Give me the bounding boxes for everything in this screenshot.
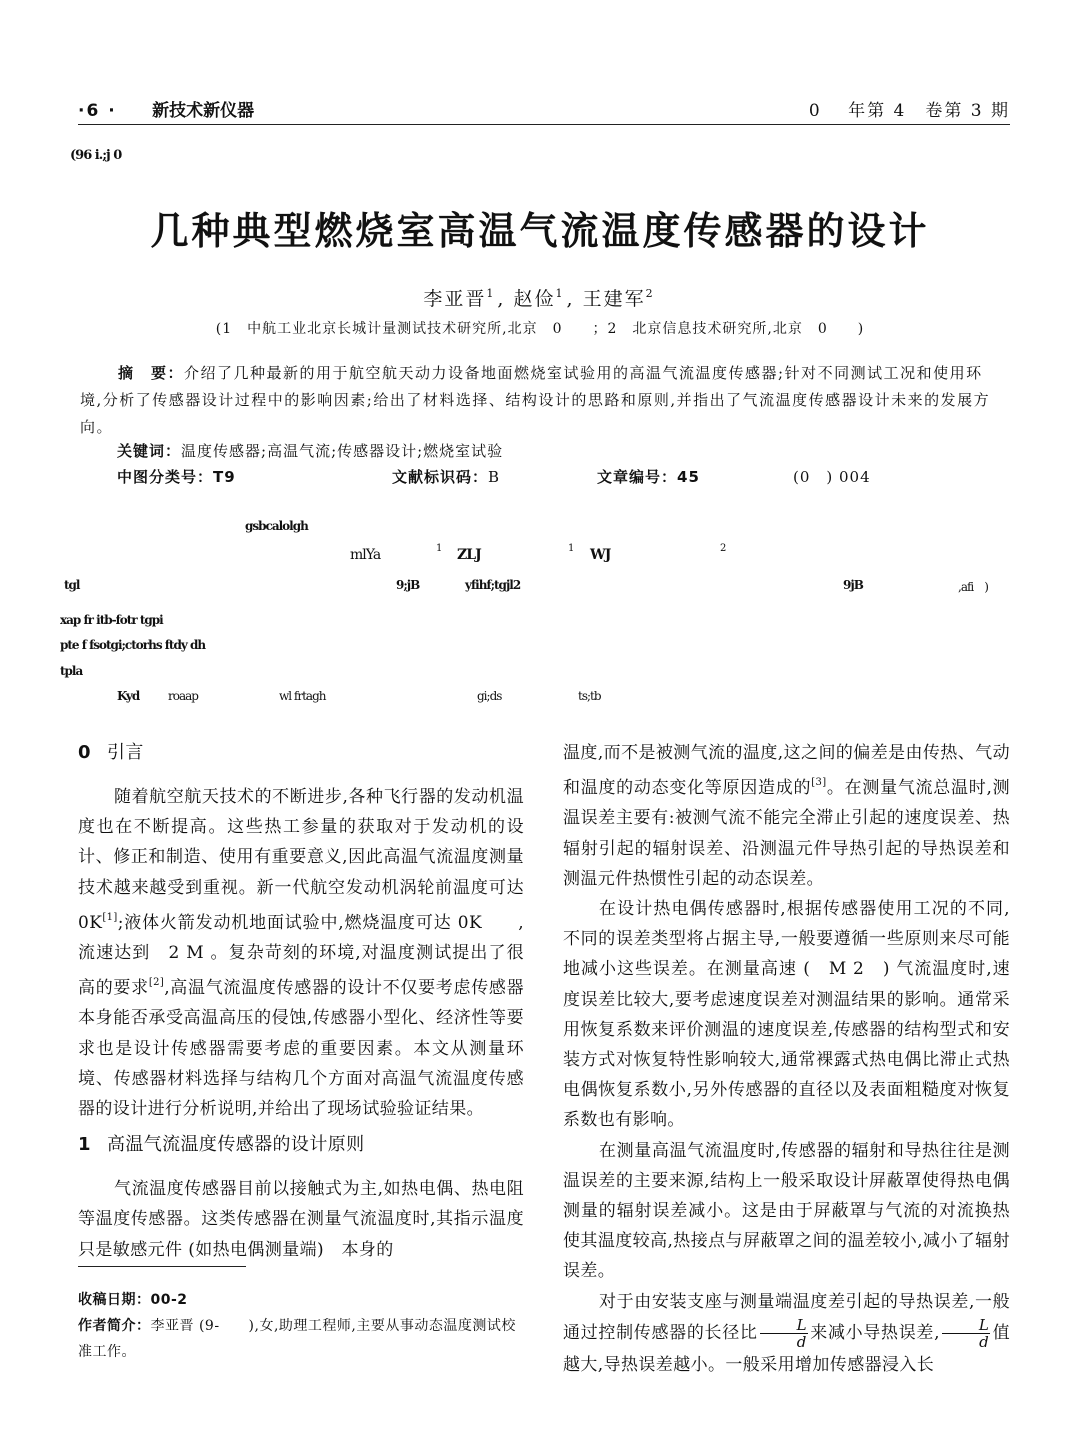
english-affil-d: 9jB — [843, 578, 863, 592]
author-affil-mark: 1 — [555, 287, 565, 300]
section-heading-0 — [78, 738, 524, 782]
received-date — [78, 1287, 524, 1313]
abstract-label: 摘 要： — [118, 364, 185, 382]
author-separator: , — [566, 288, 575, 310]
page-number: ·6 · — [78, 101, 117, 121]
body-left-column — [78, 738, 524, 1265]
author-name: 李亚晋 — [423, 288, 487, 310]
section-title: 高温气流温度传感器的设计原则 — [106, 1134, 365, 1156]
english-keyword: gi;ds — [477, 689, 502, 703]
text-run: 随着航空航天技术的不断进步,各种飞行器的发动机温度也在不断提高。这些热工参量的获取对于发动机的设计、修正和制造、使用有重要意义,因此高温气流温度测量技术越来越受到重视。新一代航空发动机涡轮前温度可达 0K — [78, 787, 524, 933]
section-number: 0 — [78, 742, 91, 763]
english-author-sup: 1 — [568, 543, 575, 554]
author-affil-mark: 1 — [486, 287, 496, 300]
english-affil-e: ,afi ) — [958, 580, 988, 594]
section-number: 1 — [78, 1134, 91, 1156]
english-title: gsbcalolgh — [245, 519, 308, 533]
english-author-2: ZLJ — [457, 547, 481, 563]
text-run: 。在测量气流总温时,测温误差主要有:被测气流不能完全滞止引起的速度误差、热辐射引起的辐射误差、沿测温元件导热引起的导热误差和测温元件热惯性引起的动态误差。 — [563, 778, 1010, 889]
english-abstract-line-3: tpla — [60, 664, 83, 678]
doi-code: (96 i.;j 0 — [70, 148, 122, 163]
author-name: 赵俭 — [513, 288, 556, 310]
english-keywords-label: Kyd — [117, 689, 140, 703]
article-number — [597, 466, 700, 487]
art-value: 45 — [677, 468, 700, 486]
fraction-denominator: d — [979, 1332, 990, 1351]
paragraph-intro — [78, 782, 524, 1124]
clc-label: 中图分类号： — [117, 468, 214, 486]
english-affil-a: tgl — [64, 578, 80, 592]
issue-info: 0 年第 4 卷第 3 期 — [808, 101, 1010, 121]
keywords-label: 关键词： — [117, 442, 182, 460]
english-affil-b: 9;jB — [396, 578, 420, 592]
running-header — [78, 96, 1010, 125]
fraction-l-over-d — [760, 1317, 808, 1350]
english-abstract-line-2: pte f fsotgi;ctorhs ftdy dh — [60, 638, 206, 652]
author-bio — [78, 1313, 524, 1365]
magazine-section: 新技术新仪器 — [152, 101, 255, 121]
footnote-divider — [78, 1266, 246, 1267]
footnote — [78, 1287, 524, 1365]
keywords — [117, 440, 503, 461]
doc-value: B — [488, 468, 501, 486]
citation: [1] — [102, 911, 118, 923]
text-run: ;液体火箭发动机地面试验中,燃烧温度可达 0K ,流速达到 2 M 。复杂苛刻的环境,对温度测试提出了很高的要求 — [78, 912, 524, 999]
english-abstract-line-1: xap fr itb-fotr tgpi — [60, 613, 163, 627]
affiliations: (1 中航工业北京长城计量测试技术研究所,北京 0 ；2 北京信息技术研究所,北京 0 ) — [215, 321, 865, 337]
art-label: 文章编号： — [597, 468, 678, 486]
author-name: 王建军 — [582, 288, 646, 310]
paragraph-velocity-error: 在设计热电偶传感器时,根据传感器使用工况的不同,不同的误差类型将占据主导,一般要遵循一些原则来尽可能地减小这些误差。在测量高速 ( M 2 ) 气流温度时,速度误差比较大,要考虑速度误差对测温结果的影响。通常采用恢复系数来评价测温的速度误差,传感器的结构型式和安装方式对恢复特性影响较大,通常裸露式热电偶比滞止式热电偶恢复系数小,另外传感器的直径以及表面粗糙度对恢复系数也有影响。 — [563, 899, 1010, 1131]
fraction-denominator: d — [796, 1332, 807, 1351]
fraction-l-over-d — [942, 1317, 990, 1350]
english-author-sup: 2 — [720, 543, 727, 554]
document-code — [392, 466, 500, 487]
abstract-text: 介绍了几种最新的用于航空航天动力设备地面燃烧室试验用的高温气流温度传感器;针对不同测试工况和使用环境,分析了传感器设计过程中的影响因素;给出了材料选择、结构设计的思路和原则,并指出了气流温度传感器设计未来的发展方向。 — [80, 364, 991, 436]
received-value: 00-2 — [150, 1292, 188, 1308]
text-run: ,高温气流温度传感器的设计不仅要考虑传感器本身能否承受高温高压的侵蚀,传感器小型化、经济性等要求也是设计传感器需要考虑的重要因素。本文从测量环境、传感器材料选择与结构几个方面对高温气流温度传感器的设计进行分析说明,并给出了现场试验验证结果。 — [78, 978, 524, 1120]
text-run: 值越大,导热误差越小。一般采用增加传感器浸入长 — [563, 1322, 1010, 1375]
citation: [2] — [148, 977, 165, 989]
paragraph-error-types — [563, 738, 1010, 894]
english-keyword: wl frtagh — [279, 689, 326, 703]
citation: [3] — [811, 777, 827, 789]
bio-text: 李亚晋 (9- ),女,助理工程师,主要从事动态温度测试校准工作。 — [78, 1318, 516, 1360]
author-list — [0, 284, 1080, 311]
abstract — [80, 360, 1005, 441]
fraction-numerator: L — [760, 1317, 808, 1334]
text-run: 温度,而不是被测气流的温度,这之间的偏差是由传热、气动和温度的动态变化等原因造成的 — [563, 743, 1010, 799]
clc-number — [117, 466, 236, 487]
bio-label: 作者简介： — [78, 1318, 151, 1334]
keywords-text: 温度传感器;高温气流;传感器设计;燃烧室试验 — [181, 442, 504, 460]
text-run: 来减小导热误差, — [809, 1322, 940, 1343]
paper-title: 几种典型燃烧室高温气流温度传感器的设计 — [150, 209, 930, 253]
english-author-1: mlYa — [350, 547, 381, 563]
body-right-column — [563, 738, 1010, 1380]
author-separator: , — [497, 288, 506, 310]
text-run: 对于由安装支座与测量端温度差引起的导热误差,一般通过控制传感器的长径比 — [563, 1291, 1010, 1343]
section-title: 引言 — [106, 742, 144, 763]
english-author-sup: 1 — [436, 543, 443, 554]
header-left — [78, 96, 254, 121]
english-keyword: roaap — [168, 689, 198, 703]
paragraph-design-principle: 气流温度传感器目前以接触式为主,如热电偶、热电阻等温度传感器。这类传感器在测量气流温度时,其指示温度只是敏感元件 (如热电偶测量端) 本身的 — [78, 1179, 524, 1260]
received-label: 收稿日期： — [78, 1292, 151, 1308]
author-affil-mark: 2 — [645, 287, 655, 300]
section-heading-1 — [78, 1130, 524, 1174]
english-affil-c: yfihf;tgjl2 — [465, 578, 521, 592]
clc-value: T9 — [213, 468, 236, 486]
paragraph-conduction-error — [563, 1287, 1010, 1380]
paragraph-radiation-error: 在测量高温气流温度时,传感器的辐射和导热往往是测温误差的主要来源,结构上一般采取设计屏蔽罩使得热电偶测量的辐射误差减小。这是由于屏蔽罩与气流的对流换热使其温度较高,热接点与屏蔽罩之间的温差较小,减小了辐射误差。 — [563, 1140, 1010, 1282]
english-author-3: WJ — [590, 547, 611, 563]
article-number-suffix: (0 ) 004 — [793, 468, 871, 486]
doc-label: 文献标识码： — [392, 468, 489, 486]
english-keyword: ts;tb — [578, 689, 601, 703]
fraction-numerator: L — [942, 1317, 990, 1334]
